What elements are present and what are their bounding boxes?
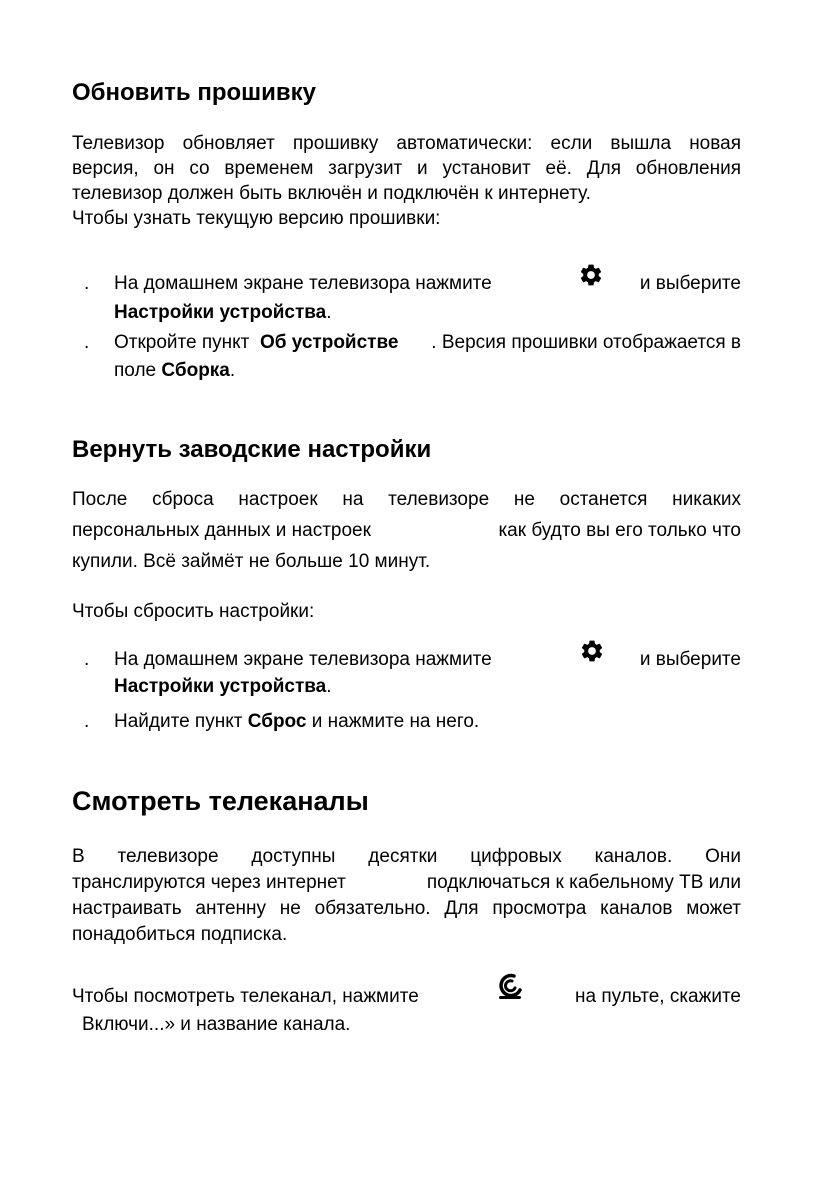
tv-instruction-cont: Включи...» и название канала. [82,1014,351,1035]
tv-text-line: транслируются через интернет подключаться к кабельному ТВ или [72,872,741,893]
bullet-marker: . [84,649,90,670]
section-title-reset: Вернуть заводские настройки [72,436,432,463]
firmware-step-1: На домашнем экране телевизора нажмите и выберите [114,273,741,294]
tv-text-line: В телевизоре доступны десятки цифровых каналов. Они [72,846,741,867]
reset-text-line: персональных данных и настроек как будто вы его только что [72,520,741,541]
gear-icon [579,638,605,664]
tv-text-line: понадобиться подписка. [72,924,288,945]
section-title-tv: Смотреть телеканалы [72,786,369,816]
firmware-step-1-cont: Настройки устройства. [114,302,332,323]
reset-step-1: На домашнем экране телевизора нажмите и выберите [114,649,741,670]
firmware-intro: Чтобы узнать текущую версию прошивки: [72,208,441,229]
reset-step-1-cont: Настройки устройства. [114,676,332,697]
tv-text-line: настраивать антенну не обязательно. Для просмотра каналов может [72,898,741,919]
reset-step-2: Найдите пункт Сброс и нажмите на него. [114,711,480,732]
tv-instruction: Чтобы посмотреть телеканал, нажмите на пульте, скажите [72,986,741,1007]
firmware-text-line: версия, он со временем загрузит и установит её. Для обновления [72,158,741,179]
reset-text-line: После сброса настроек на телевизоре не останется никаких [72,489,741,510]
reset-intro: Чтобы сбросить настройки: [72,601,315,622]
bullet-marker: . [84,711,90,732]
firmware-text-line: Телевизор обновляет прошивку автоматически: если вышла новая [72,133,741,154]
firmware-step-2-cont: поле Сборка. [114,360,236,381]
alice-icon [494,970,526,1002]
firmware-step-2: Откройте пункт Об устройстве . Версия прошивки отображается в [114,332,741,353]
firmware-text-line: телевизор должен быть включён и подключён к интернету. [72,183,591,204]
gear-icon [578,262,604,288]
section-title-firmware: Обновить прошивку [72,79,317,106]
reset-text-line: купили. Всё займёт не больше 10 минут. [72,551,431,572]
bullet-marker: . [84,273,90,294]
bullet-marker: . [84,332,90,353]
